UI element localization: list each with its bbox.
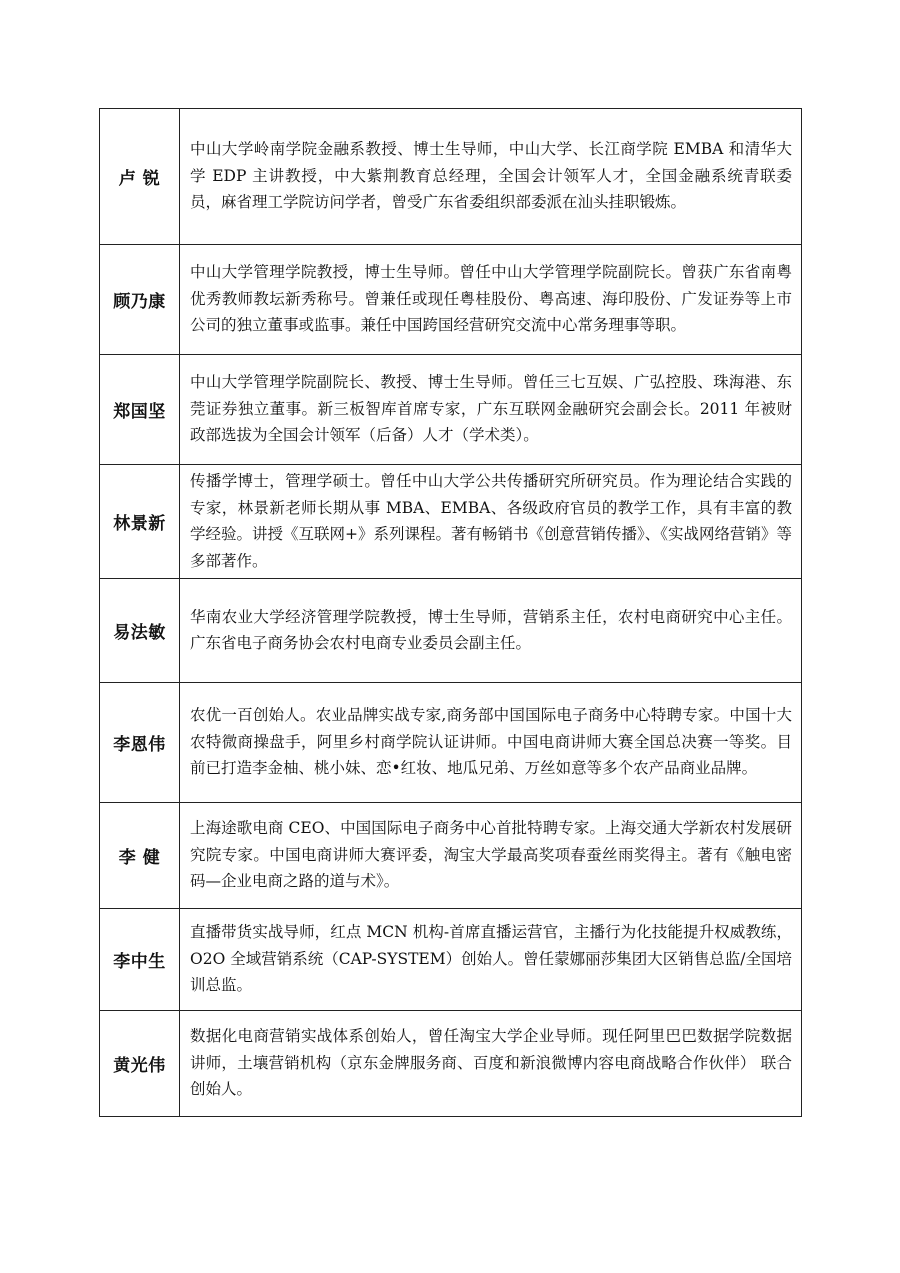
faculty-name: 卢 锐 xyxy=(100,109,180,245)
faculty-name: 易法敏 xyxy=(100,579,180,683)
table-row xyxy=(100,245,802,355)
table-row xyxy=(100,109,802,245)
table-row xyxy=(100,683,802,803)
table-row xyxy=(100,803,802,909)
table-row xyxy=(100,909,802,1011)
faculty-bio: 直播带货实战导师，红点 MCN 机构-首席直播运营官，主播行为化技能提升权威教练，O2O 全域营销系统（CAP-SYSTEM）创始人。曾任蒙娜丽莎集团大区销售总监/全国培训总监。 xyxy=(180,909,802,1011)
faculty-bio: 农优一百创始人。农业品牌实战专家,商务部中国国际电子商务中心特聘专家。中国十大农特微商操盘手，阿里乡村商学院认证讲师。中国电商讲师大赛全国总决赛一等奖。目前已打造李金柚、桃小妹、恋•红妆、地瓜兄弟、万丝如意等多个农产品商业品牌。 xyxy=(180,683,802,803)
faculty-name: 李 健 xyxy=(100,803,180,909)
faculty-table xyxy=(99,108,802,1117)
table-row xyxy=(100,355,802,465)
faculty-bio: 中山大学岭南学院金融系教授、博士生导师，中山大学、长江商学院 EMBA 和清华大学 EDP 主讲教授，中大紫荆教育总经理，全国会计领军人才，全国金融系统青联委员，麻省理工学院访问学者，曾受广东省委组织部委派在汕头挂职锻炼。 xyxy=(180,109,802,245)
faculty-name: 顾乃康 xyxy=(100,245,180,355)
faculty-name: 李中生 xyxy=(100,909,180,1011)
faculty-name: 郑国坚 xyxy=(100,355,180,465)
faculty-bio: 上海途歌电商 CEO、中国国际电子商务中心首批特聘专家。上海交通大学新农村发展研究院专家。中国电商讲师大赛评委，淘宝大学最高奖项春蚕丝雨奖得主。著有《触电密码—企业电商之路的道与术》。 xyxy=(180,803,802,909)
table-row xyxy=(100,579,802,683)
faculty-bio: 传播学博士，管理学硕士。曾任中山大学公共传播研究所研究员。作为理论结合实践的专家，林景新老师长期从事 MBA、EMBA、各级政府官员的教学工作，具有丰富的教学经验。讲授《互联网+》系列课程。著有畅销书《创意营销传播》、《实战网络营销》等多部著作。 xyxy=(180,465,802,579)
table-row xyxy=(100,465,802,579)
table-row xyxy=(100,1011,802,1117)
faculty-name: 黄光伟 xyxy=(100,1011,180,1117)
faculty-bio: 中山大学管理学院副院长、教授、博士生导师。曾任三七互娱、广弘控股、珠海港、东莞证券独立董事。新三板智库首席专家，广东互联网金融研究会副会长。2011 年被财政部选拔为全国会计领军（后备）人才（学术类）。 xyxy=(180,355,802,465)
faculty-bio: 中山大学管理学院教授，博士生导师。曾任中山大学管理学院副院长。曾获广东省南粤优秀教师教坛新秀称号。曾兼任或现任粤桂股份、粤高速、海印股份、广发证券等上市公司的独立董事或监事。兼任中国跨国经营研究交流中心常务理事等职。 xyxy=(180,245,802,355)
faculty-bio: 数据化电商营销实战体系创始人，曾任淘宝大学企业导师。现任阿里巴巴数据学院数据讲师，土壤营销机构（京东金牌服务商、百度和新浪微博内容电商战略合作伙伴） 联合创始人。 xyxy=(180,1011,802,1117)
faculty-name: 林景新 xyxy=(100,465,180,579)
faculty-name: 李恩伟 xyxy=(100,683,180,803)
faculty-bio: 华南农业大学经济管理学院教授，博士生导师，营销系主任，农村电商研究中心主任。广东省电子商务协会农村电商专业委员会副主任。 xyxy=(180,579,802,683)
